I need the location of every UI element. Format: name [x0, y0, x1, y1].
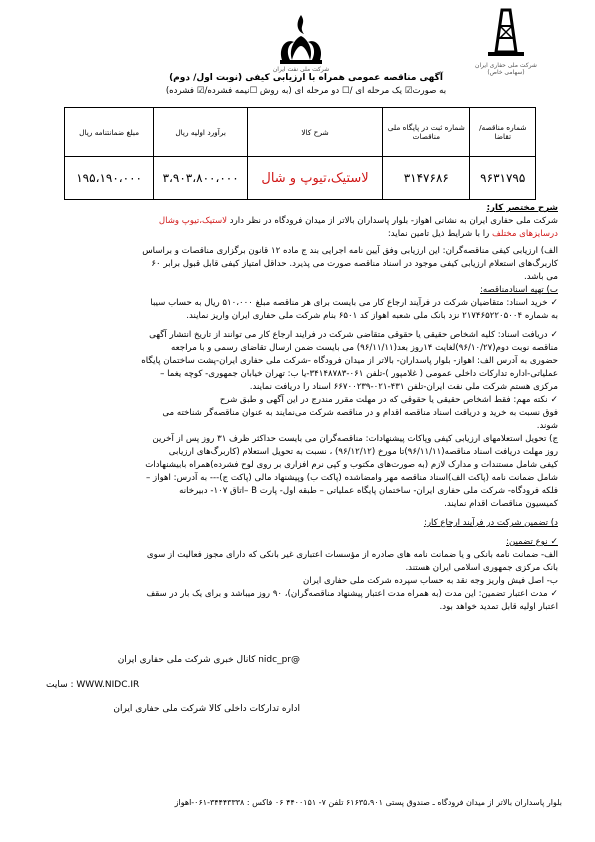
news-channel: @nidc_pr کانال خبری شرکت ملی حفاری ایران [117, 655, 300, 665]
table-header-guarantee: مبلغ ضمانتنامه ریال [65, 108, 154, 157]
section-a-line-2: کاربرگ‌های استعلام ارزیابی کیفی موجود در اسناد مناقصه صورت می پذیرد. حداقل امتیاز کیفی قابل قبول برابر ۶۰ [151, 259, 558, 269]
important-note-line-1 [40, 394, 558, 407]
guarantee-type-a-line-1: الف- ضمانت نامه بانکی و یا ضمانت نامه های صادره از مؤسسات اعتباری غیر بانکی که دارای مجوز فعالیت از سوی [146, 550, 558, 560]
table-header-tender-number: شماره مناقصه/ تقاضا [470, 108, 536, 157]
buy-docs-line-1 [40, 297, 558, 310]
summary-text: شرکت ملی حفاری ایران به نشانی اهواز- بلوار پاسداران بالاتر از میدان فرودگاه در نظر دارد [229, 216, 558, 226]
validity-line-1 [40, 588, 558, 601]
buy-docs-line-2: به شماره ۲۱۷۴۶۵۲۲۰۵۰۰۴ نزد بانک ملی شعبه اهواز کد ۶۵۰۱ بنام شرکت ملی حفاری ایران واریز نمایند. [186, 311, 558, 321]
tender-items-table [64, 107, 536, 200]
footer-address: بلوار پاسداران بالاتر از میدان فرودگاه ـ صندوق پستی ۶۱۶۳۵،۹۰۱ تلفن ۷- ۴۴۰۰۱۵۱ ۰۶ فاکس : ۳۴۴۴۳۳۳۸-۰۶۱-اهواز [174, 798, 562, 807]
checkbox-checked-icon: ✓ [547, 589, 558, 599]
validity-line-2: اعتبار اولیه قابل تمدید خواهد بود. [439, 602, 558, 612]
table-header-registration-number: شماره ثبت در پایگاه ملی مناقصات [383, 108, 470, 157]
summary-item-red: لاستیک،تیوپ وشال [158, 216, 228, 226]
receive-docs-line-5: مرکزی هستم شرکت ملی نفت ایران-تلفن ۴۳۱-۰۲۱-۶۶۷۰۰۲۳۹ اسناد را دریافت نمایند. [249, 382, 558, 392]
item-description: لاستیک،تیوپ و شال [248, 157, 383, 200]
section-a-line-1: الف) ارزیابی کیفی مناقصه‌گران: این ارزیابی وفق آیین نامه اجرایی بند ج ماده ۱۲ قانون برگزاری مناقصات و براساس [142, 246, 558, 256]
important-note-line-2: فوق نسبت به خرید و دریافت اسناد مناقصه اقدام و در مناقصه شرکت می‌نمایند به عنوان مناقصه‌گر شناخته می [162, 408, 558, 418]
receive-docs-line-2: مناقصه نوبت دوم(۹۶/۱۰/۲۷)لغایت ۱۴روز بعد(۹۶/۱۱/۱۱) می بایست ضمن ارسال تقاضای رسمی و با مراجعه [171, 343, 558, 353]
tender-number: ۹۶۳۱۷۹۵ [470, 157, 536, 200]
receive-docs-line-1 [40, 329, 558, 342]
receive-docs-line-4: عملیاتی-اداره تدارکات داخلی عمومی ( غلامپور )-تلفن ۰۶۱-۳۴۱۴۸۷۸۳-یا ب: تهران خیابان جمهوری- کوچه یغما – [160, 369, 558, 379]
table-header-description: شرح کالا [248, 108, 383, 157]
drilling-rig-logo-icon [478, 8, 534, 68]
nioc-caption: شرکت ملی نفت ایران [272, 66, 330, 73]
registration-number: ۳۱۴۷۶۸۶ [383, 157, 470, 200]
table-header-row [65, 108, 536, 157]
table-row [65, 157, 536, 200]
summary-line-1 [40, 215, 558, 228]
checkbox-checked-icon: ✓ [547, 537, 558, 547]
section-c-line-5: فلکه فرودگاه- شرکت ملی حفاری ایران- ساختمان پایگاه عملیاتی – طبقه اول- پارت B –اتاق ۱۰۷- دبیرخانه [179, 486, 558, 496]
summary-line-2 [40, 228, 558, 241]
company-type-small: (سهامی خاص) [487, 69, 525, 76]
important-note-line-3: شوند. [536, 421, 558, 431]
section-c-line-4: شامل ضمانت نامه (پاکت الف)اسناد مناقصه مهر وامضاشده (پاکت ب) وپیشنهاد مالی (پاکت ج)--- به آدرس: اهواز – [146, 473, 558, 483]
summary-conditions: را با شرایط ذیل تامین نماید: [387, 229, 490, 239]
nioc-flame-logo-icon [274, 12, 328, 66]
procurement-department: اداره تدارکات داخلی کالا شرکت ملی حفاری ایران [113, 704, 300, 714]
buy-docs-text: خرید اسناد: متقاضیان شرکت در فرآیند ارجاع کار می بایست برای هر مناقصه مبلغ ۵۱۰،۰۰۰ ریال به حساب سیبا [150, 298, 548, 308]
company-name-small: شرکت ملی حفاری ایران [475, 62, 537, 69]
guarantee-type-a-line-2: بانک مرکزی جمهوری اسلامی ایران هستند. [405, 563, 558, 573]
important-note-text: نکته مهم: فقط اشخاص حقیقی یا حقوقی که در مهلت مقرر مندرج در این آگهی و طبق شرح [219, 395, 548, 405]
document-body [40, 202, 558, 614]
section-c-line-6: کمیسیون مناقصات اقدام نمایند. [444, 499, 558, 509]
section-b-heading: ب) تهیه اسنادمناقصه: [480, 285, 558, 295]
receive-docs-text: دریافت اسناد: کلیه اشخاص حقیقی یا حقوقی متقاضی شرکت در فرایند ارجاع کار می توانند از تاریخ انتشار آگهی [149, 330, 548, 340]
page-title: آگهی مناقصه عمومی همراه با ارزیابی کیفی (نوبت اول/ دوم) [169, 73, 443, 83]
section-a-line-3: می باشد. [524, 272, 558, 282]
checkbox-checked-icon: ✓ [547, 395, 558, 405]
summary-sizes-red: درسایزهای مختلف [491, 229, 558, 239]
website: WWW.NIDC.IR : سایت [46, 680, 140, 690]
guarantee-type-text: نوع تضمین: [506, 537, 548, 547]
guarantee-type-b: ب- اصل فیش واریز وجه نقد به حساب سپرده شرکت ملی حفاری ایران [303, 576, 558, 586]
guarantee-value: ۱۹۵،۱۹۰،۰۰۰ [65, 157, 154, 200]
checkbox-checked-icon: ✓ [547, 298, 558, 308]
section-c-line-1: ج) تحویل استعلامهای ارزیابی کیفی وپاکات پیشنهادات: مناقصه‌گران می بایست حداکثر ظرف ۳۱ روز پس از آخرین [152, 434, 558, 444]
tender-options: به صورت☑ یک مرحله ای /☐ دو مرحله ای (به روش ☐نیمه فشرده/☑ فشرده) [165, 86, 447, 96]
section-c-line-2: روز مهلت دریافت اسناد مناقصه(۹۶/۱۱/۱۱)تا مورخ (۹۶/۱۲/۱۲) ، نسبت به تحویل استعلام (کاربرگ‌های ارزیابی [168, 447, 558, 457]
section-c-line-3: کیفی شامل مستندات و مدارک لازم (به صورت‌های مکتوب و کپی نرم افزاری بر روی لوح فشرده)همراه بابیشنهادات [145, 460, 558, 470]
receive-docs-line-3: حضوری به آدرس الف: اهواز- بلوار پاسداران- بالاتر از میدان فرودگاه -شرکت ملی حفاری ایران-پشت ساختمان پایگاه [141, 356, 558, 366]
validity-text: مدت اعتبار تضمین: این مدت (به همراه مدت اعتبار پیشنهاد مناقصه‌گران)، ۹۰ روز میباشد و برای یک بار در سقف [146, 589, 548, 599]
section-d-heading: د) تضمین شرکت در فرآیند ارجاع کار: [423, 518, 558, 528]
guarantee-type-heading [40, 536, 558, 549]
checkbox-checked-icon: ✓ [547, 330, 558, 340]
summary-heading: شرح مختصر کار: [486, 203, 558, 213]
company-logo-caption [470, 62, 542, 76]
table-header-estimate: برآورد اولیه ریال [154, 108, 248, 157]
estimate-value: ۳،۹۰۳،۸۰۰،۰۰۰ [154, 157, 248, 200]
